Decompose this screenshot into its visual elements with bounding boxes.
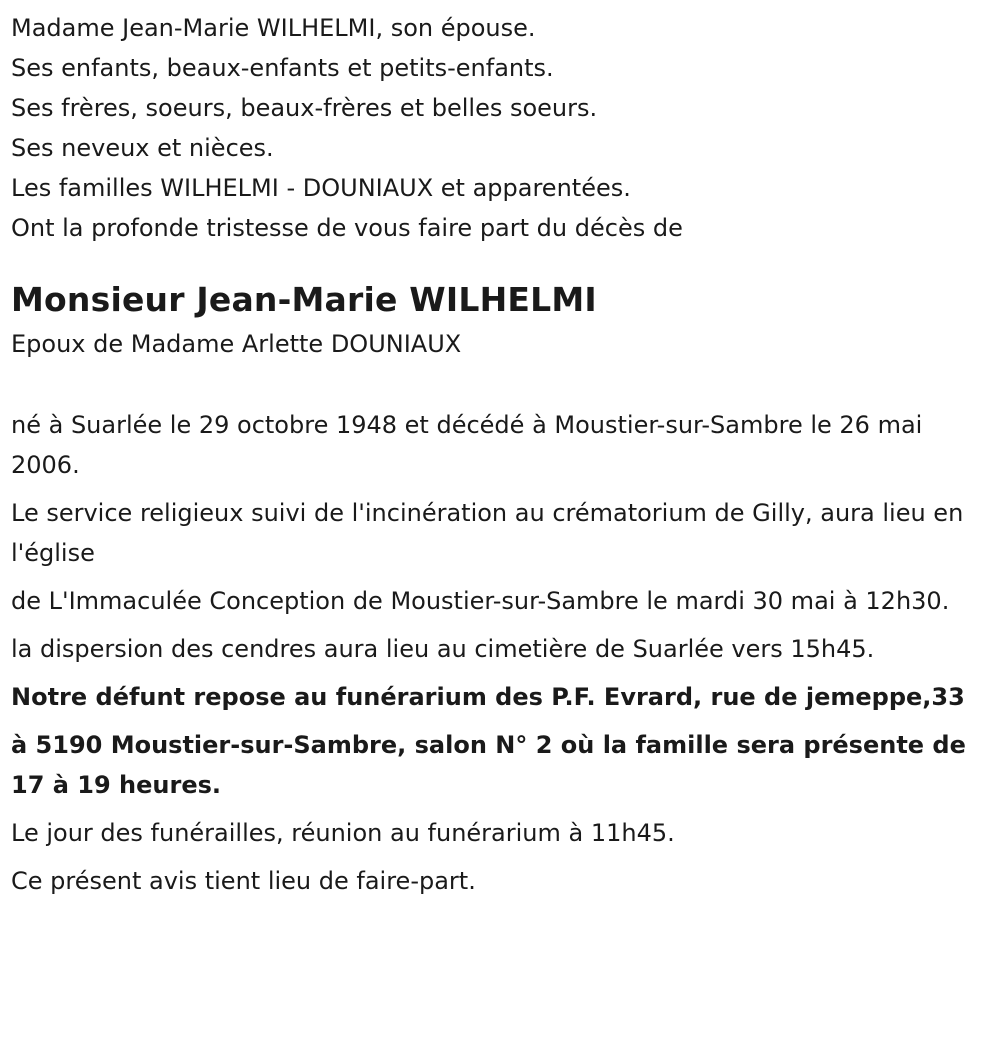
family-list	[11, 8, 988, 248]
family-line-families: Les familles WILHELMI - DOUNIAUX et apparentées.	[11, 174, 631, 202]
family-line-spouse: Madame Jean-Marie WILHELMI, son épouse.	[11, 14, 536, 42]
family-line-children: Ses enfants, beaux-enfants et petits-enfants.	[11, 54, 554, 82]
family-line-siblings: Ses frères, soeurs, beaux-frères et belles soeurs.	[11, 94, 598, 122]
family-line-announcement: Ont la profonde tristesse de vous faire part du décès de	[11, 214, 683, 242]
funerarium-paragraph-2: à 5190 Moustier-sur-Sambre, salon N° 2 où la famille sera présente de 17 à 19 heures.	[11, 731, 966, 799]
dispersion-paragraph: la dispersion des cendres aura lieu au cimetière de Suarlée vers 15h45.	[11, 635, 875, 663]
family-line-nephews: Ses neveux et nièces.	[11, 134, 274, 162]
birth-death-paragraph: né à Suarlée le 29 octobre 1948 et décédé à Moustier-sur-Sambre le 26 mai 2006.	[11, 411, 923, 479]
funerarium-paragraph-1: Notre défunt repose au funérarium des P.F. Evrard, rue de jemeppe,33	[11, 683, 965, 711]
deceased-name: Monsieur Jean-Marie WILHELMI	[11, 280, 597, 319]
service-paragraph-2: de L'Immaculée Conception de Moustier-sur-Sambre le mardi 30 mai à 12h30.	[11, 587, 950, 615]
spouse-line: Epoux de Madame Arlette DOUNIAUX	[11, 330, 462, 358]
closing-paragraph: Ce présent avis tient lieu de faire-part.	[11, 867, 476, 895]
service-paragraph-1: Le service religieux suivi de l'incinération au crématorium de Gilly, aura lieu en l'église	[11, 499, 964, 567]
meeting-paragraph: Le jour des funérailles, réunion au funérarium à 11h45.	[11, 819, 675, 847]
